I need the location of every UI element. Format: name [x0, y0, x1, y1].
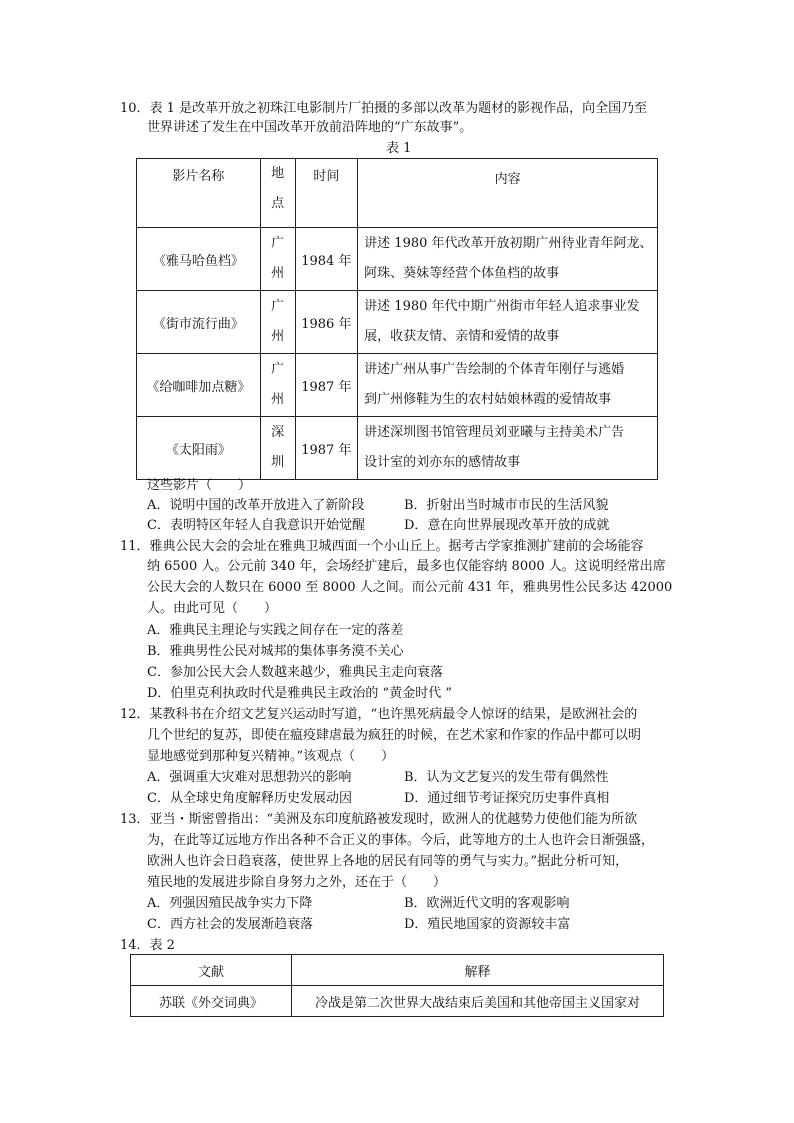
table-row: [131, 986, 664, 1017]
q11-option-d: D．伯里克利执政时代是雅典民主政治的 “黄金时代 ”: [147, 686, 452, 701]
q11-line2: 纳 6500 人。公元前 340 年，会场经扩建后，最多也仅能容纳 8000 人。这说明经常出席: [147, 559, 666, 574]
content-line: 讲述 1980 年代改革开放初期广州待业青年阿龙、: [364, 236, 653, 251]
film-name: 《雅马哈鱼档》: [137, 228, 261, 291]
q12-option-d: D．通过细节考证探究历史事件真相: [404, 791, 610, 806]
content-line: 讲述 1980 年代中期广州街市年轻人追求事业发: [364, 299, 640, 314]
loc-char: 广: [271, 236, 285, 251]
q11-line1: 11．雅典公民大会的会址在雅典卫城西面一个小山丘上。据考古学家推测扩建前的会场能容: [120, 539, 644, 554]
content-line: 到广州修鞋为生的农村姑娘林霞的爱情故事: [364, 392, 612, 407]
film-name: 《太阳雨》: [137, 417, 261, 480]
content-line: 阿珠、葵妹等经营个体鱼档的故事: [364, 266, 560, 281]
th-explanation: 解释: [292, 955, 664, 986]
th-content: 内容: [358, 159, 658, 228]
film-year: 1987 年: [295, 354, 358, 417]
th-location-1: 地: [271, 166, 285, 181]
q11-option-b: B．雅典男性公民对城邦的集体事务漠不关心: [147, 644, 404, 659]
loc-char: 广: [271, 299, 285, 314]
content-line: 设计室的刘亦东的感情故事: [364, 455, 521, 470]
table-row: [137, 354, 658, 417]
film-content: [358, 291, 658, 354]
q11-line4: 人。由此可见（ ）: [147, 601, 278, 616]
q10-line2: 世界讲述了发生在中国改革开放前沿阵地的“广东故事”。: [147, 120, 473, 135]
loc-char: 深: [271, 425, 285, 440]
table1-header-row: [137, 159, 658, 228]
table2-header-row: [131, 955, 664, 986]
loc-char: 州: [271, 266, 285, 281]
film-location: [260, 291, 295, 354]
q11-line3: 公民大会的人数只在 6000 至 8000 人之间。而公元前 431 年，雅典男性公民多达 42000: [147, 580, 673, 595]
film-year: 1984 年: [295, 228, 358, 291]
q13-line1: 13．亚当・斯密曾指出：“美洲及东印度航路被发现时，欧洲人的优越势力使他们能为所欲: [120, 812, 638, 827]
th-film-name: 影片名称: [137, 159, 261, 228]
film-content: [358, 417, 658, 480]
q13-line2: 为，在此等辽远地方作出各种不合正义的事体。今后，此等地方的土人也许会日渐强盛，: [147, 833, 655, 848]
q12-line3: 显地感觉到那种复兴精神。”该观点（ ）: [147, 749, 395, 764]
th-time: 时间: [295, 159, 358, 228]
film-year: 1987 年: [295, 417, 358, 480]
table1-caption: 表 1: [386, 141, 412, 156]
q13-option-a: A．列强因殖民战争实力下降: [147, 896, 313, 911]
q13-line3: 欧洲人也许会日趋衰落，使世界上各地的居民有同等的勇气与实力。”据此分析可知，: [147, 854, 629, 869]
doc-explanation: 冷战是第二次世界大战结束后美国和其他帝国主义国家对: [292, 986, 664, 1017]
q13-option-d: D．殖民地国家的资源较丰富: [404, 917, 571, 932]
q12-option-b: B．认为文艺复兴的发生带有偶然性: [404, 770, 609, 785]
content-line: 讲述广州从事广告绘制的个体青年刚仔与逃婚: [364, 362, 625, 377]
q12-option-a: A．强调重大灾难对思想勃兴的影响: [147, 770, 352, 785]
loc-char: 圳: [271, 455, 285, 470]
table1: [136, 158, 658, 480]
film-location: [260, 228, 295, 291]
q13-line4: 殖民地的发展进步除自身努力之外，还在于（ ）: [147, 875, 447, 890]
q10-option-c: C．表明特区年轻人自我意识开始觉醒: [147, 518, 365, 533]
loc-char: 州: [271, 392, 285, 407]
q10-option-d: D．意在向世界展现改革开放的成就: [404, 518, 610, 533]
film-location: [260, 354, 295, 417]
q12-line2: 几个世纪的复苏，即使在瘟疫肆虐最为疯狂的时候，在艺术家和作家的作品中都可以明: [147, 728, 642, 743]
q14-line1: 14．表 2: [120, 938, 175, 953]
table-row: [137, 417, 658, 480]
film-location: [260, 417, 295, 480]
q12-line1: 12．某教科书在介绍文艺复兴运动时写道，“也许黑死病最令人惊讶的结果，是欧洲社会的: [120, 707, 638, 722]
q13-option-c: C．西方社会的发展渐趋衰落: [147, 917, 313, 932]
q10-option-a: A．说明中国的改革开放进入了新阶段: [147, 498, 365, 513]
th-location: [260, 159, 295, 228]
film-content: [358, 228, 658, 291]
table-row: [137, 228, 658, 291]
film-content: [358, 354, 658, 417]
q11-option-c: C．参加公民大会人数越来越少，雅典民主走向衰落: [147, 665, 443, 680]
q10-stem: 这些影片（ ）: [147, 478, 252, 493]
th-location-2: 点: [271, 196, 285, 211]
film-name: 《街市流行曲》: [137, 291, 261, 354]
table2: [130, 954, 664, 1017]
q13-option-b: B．欧洲近代文明的客观影响: [404, 896, 570, 911]
doc-name: 苏联《外交词典》: [131, 986, 292, 1017]
content-line: 展，收获友情、亲情和爱情的故事: [364, 329, 560, 344]
table-row: [137, 291, 658, 354]
q11-option-a: A．雅典民主理论与实践之间存在一定的落差: [147, 623, 404, 638]
film-name: 《给咖啡加点糖》: [137, 354, 261, 417]
loc-char: 州: [271, 329, 285, 344]
loc-char: 广: [271, 362, 285, 377]
q12-option-c: C．从全球史角度解释历史发展动因: [147, 791, 352, 806]
th-document: 文献: [131, 955, 292, 986]
q10-line1: 10．表 1 是改革开放之初珠江电影制片厂拍摄的多部以改革为题材的影视作品，向全国乃至: [120, 101, 648, 116]
q10-option-b: B．折射出当时城市市民的生活风貌: [404, 498, 609, 513]
film-year: 1986 年: [295, 291, 358, 354]
content-line: 讲述深圳图书馆管理员刘亚曦与主持美术广告: [364, 425, 625, 440]
